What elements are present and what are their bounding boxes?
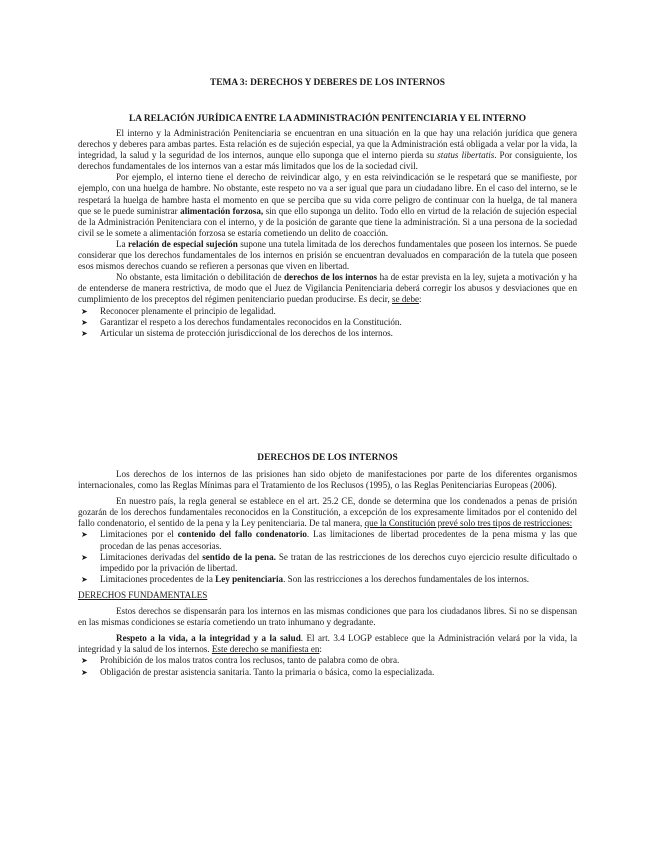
list-item: ➤ Articular un sistema de protección jurisdiccional de los derechos de los internos.	[81, 327, 393, 338]
bullet-list	[78, 529, 577, 584]
section-relacion-body	[78, 128, 577, 339]
paragraph: No obstante, esta limitación o debilitación de derechos de los internos ha de estar prevista en la ley, sujeta a motivación y ha de entenderse de manera restrictiva, de modo que el Juez de Vigilancia Penitenciaria deberá corregir los abusos y desviaciones que en cumplimiento de los preceptos del régimen penitenciario puedan producirse. Es decir, se debe:	[78, 272, 577, 305]
section-heading-relacion: LA RELACIÓN JURÍDICA ENTRE LA ADMINISTRACIÓN PENITENCIARIA Y EL INTERNO	[128, 114, 527, 124]
arrow-bullet-icon: ➤	[81, 552, 88, 562]
arrow-bullet-icon: ➤	[81, 530, 88, 540]
arrow-bullet-icon: ➤	[81, 667, 88, 677]
paragraph: En nuestro país, la regla general se establece en el art. 25.2 CE, donde se determina que los condenados a penas de prisión gozarán de los derechos fundamentales reconocidos en la Constitución, a excepción de los expresamente limitados por el contenido del fallo condenatorio, el sentido de la pena y la Ley penitenciaria. De tal manera, que la Constitución prevé solo tres tipos de restricciones:	[78, 496, 577, 529]
arrow-bullet-icon: ➤	[81, 656, 88, 666]
list-item: ➤ Garantizar el respeto a los derechos fundamentales reconocidos en la Constitución.	[81, 316, 402, 327]
arrow-bullet-icon: ➤	[81, 574, 88, 584]
paragraph: Estos derechos se dispensarán para los internos en las mismas condiciones que para los ciudadanos libres. Si no se dispensan en las mismas condiciones se estaría cometiendo un trato inhumano y degradante.	[78, 606, 577, 628]
arrow-bullet-icon: ➤	[81, 317, 88, 327]
subheading-derechos-fundamentales: DERECHOS FUNDAMENTALES	[78, 589, 208, 600]
list-item: ➤ Limitaciones derivadas del sentido de la pena. Se tratan de las restricciones de los derechos cuyo ejercicio resulte dificultado o impedido por la privación de libertad.	[81, 551, 577, 573]
document-title: TEMA 3: DERECHOS Y DEBERES DE LOS INTERNOS	[209, 78, 446, 88]
arrow-bullet-icon: ➤	[81, 306, 88, 316]
paragraph: Los derechos de los internos de las prisiones han sido objeto de manifestaciones por parte de los diferentes organismos internacionales, como las Reglas Mínimas para el Tratamiento de los Reclusos (1995), o las Reglas Penitenciarias Europeas (2006).	[78, 469, 577, 491]
bullet-list	[78, 306, 577, 339]
arrow-bullet-icon: ➤	[81, 328, 88, 338]
list-item: ➤ Limitaciones por el contenido del fallo condenatorio. Las limitaciones de libertad procedentes de la pena misma y las que procedan de las penas accesorias.	[81, 529, 577, 551]
paragraph: El interno y la Administración Penitenciaria se encuentran en una situación en la que hay una relación jurídica que genera derechos y deberes para ambas partes. Esta relación es de sujeción especial, ya que la Administración está obligada a velar por la vida, la integridad, la salud y la seguridad de los internos, aunque ello suponga que el interno pierda su status libertatis. Por consiguiente, los derechos fundamentales de los internos van a estar más limitados que los de la sociedad civil.	[78, 128, 577, 172]
section-derechos-body	[78, 469, 577, 678]
list-item: ➤ Limitaciones procedentes de la Ley penitenciaria. Son las restricciones a los derechos fundamentales de los internos.	[81, 573, 530, 584]
section-heading-derechos: DERECHOS DE LOS INTERNOS	[257, 453, 398, 463]
paragraph: La relación de especial sujeción supone una tutela limitada de los derechos fundamentales que poseen los internos. Se puede considerar que los derechos fundamentales de los internos en prisión se encuentran devaluados en comparación de la tutela que poseen esos mismos derechos cuando se refieren a personas que viven en libertad.	[78, 238, 577, 272]
list-item: ➤ Reconocer plenamente el principio de legalidad.	[81, 305, 276, 316]
paragraph: Respeto a la vida, a la integridad y a la salud. El art. 3.4 LOGP establece que la Administración velará por la vida, la integridad y la salud de los internos. Este derecho se manifiesta en:	[78, 633, 577, 655]
list-item: ➤ Prohibición de los malos tratos contra los reclusos, tanto de palabra como de obra.	[81, 655, 400, 666]
paragraph: Por ejemplo, el interno tiene el derecho de reivindicar algo, y en esta reivindicación se le respetará que se manifieste, por ejemplo, con una huelga de hambre. No obstante, este respeto no va a ser igual que para un ciudadano libre. En el caso del interno, se le respetará la huelga de hambre hasta el momento en que se perciba que su vida corre peligro de continuar con la huelga, de tal manera que se le puede suministrar alimentación forzosa, sin que ello suponga un delito. Todo ello en virtud de la relación de sujeción especial de la Administración Penitenciara con el interno, y de la posición de garante que tiene la administración. Si a una persona de la sociedad civil se le somete a alimentación forzosa se estaría cometiendo un delito de coacción.	[78, 172, 577, 238]
bullet-list	[78, 655, 577, 677]
list-item: ➤ Obligación de prestar asistencia sanitaria. Tanto la primaria o básica, como la especializada.	[81, 666, 435, 677]
